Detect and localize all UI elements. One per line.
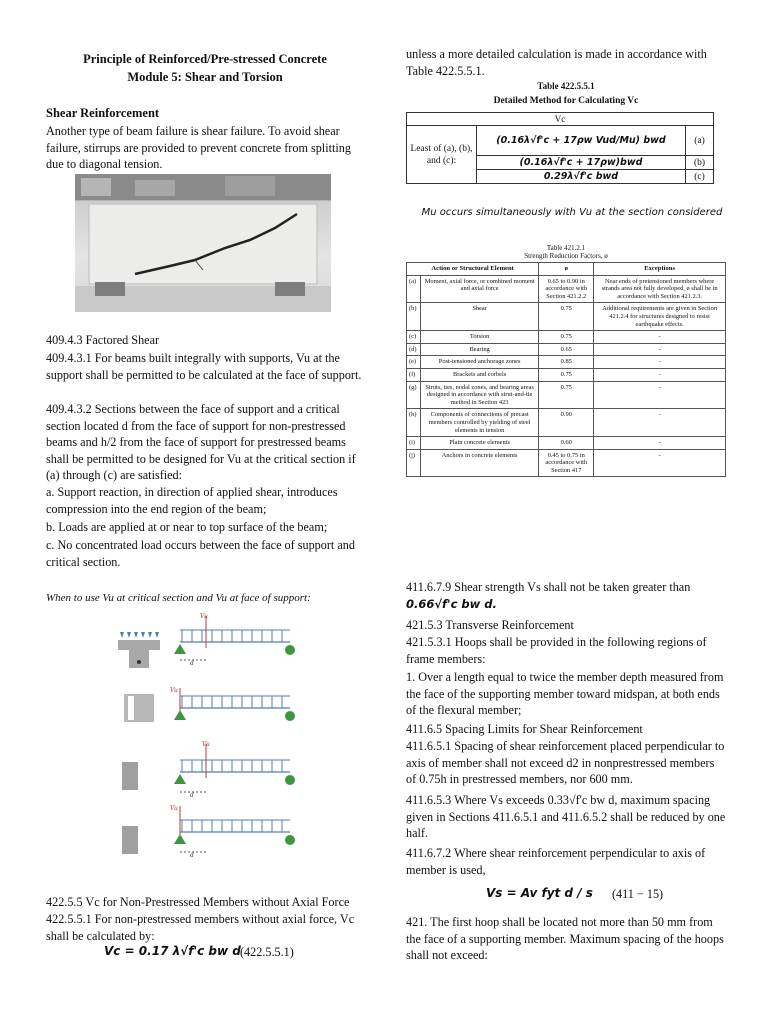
vu-label: Vu	[170, 687, 178, 694]
roller-support-icon	[285, 645, 295, 655]
row-phi: 0.60	[539, 437, 594, 450]
row-phi: 0.65 to 0.90 in accordance with Section 421.2.2	[539, 275, 594, 303]
beam-diagram-3	[180, 744, 290, 778]
para-409-4-3-1: 409.4.3.1 For beams built integrally with supports, Vu at the support shall be permitted to be calculated at the face of support.	[46, 351, 362, 382]
table1-formula-b: (0.16λ√f'c + 17ρw)bwd	[477, 156, 686, 170]
row-label: (b)	[407, 303, 421, 331]
para-421-first-hoop: 421. The first hoop shall be located not more than 50 mm from the face of a supporting member. Maximum spacing of the hoops shall not exceed:	[406, 915, 724, 963]
para-422-5-5-1: 422.5.5.1 For non-prestressed members without axial force, Vc shall be calculated by:	[46, 912, 355, 943]
table-row	[407, 381, 726, 409]
pin-support-icon	[174, 834, 186, 844]
row-element: Struts, ties, nodal zones, and bearing areas designed in accordance with strut-and-tie method in Section 423	[421, 381, 539, 409]
row-label: (h)	[407, 409, 421, 437]
para-411-6-5-3: 411.6.5.3 Where Vs exceeds 0.33√f'c bw d, maximum spacing given in Sections 411.6.5.1 and 411.6.5.2 shall be reduced by one half.	[406, 793, 726, 841]
table1-least: Least of (a), (b), and (c):	[407, 126, 477, 184]
table-row	[407, 331, 726, 344]
table1-title2: Detailed Method for Calculating Vc	[493, 96, 639, 106]
beam-diagram-1	[180, 616, 290, 648]
table-row	[407, 343, 726, 356]
row-label: (e)	[407, 356, 421, 369]
row-exception: -	[594, 437, 726, 450]
table2-title1: Table 421.2.1	[546, 244, 586, 252]
row-exception: -	[594, 381, 726, 409]
intro-paragraph: Another type of beam failure is shear failure. To avoid shear failure, stirrups are provided to prevent concrete from splitting due to diagonal tension.	[46, 124, 351, 172]
table2-header-exceptions: Exceptions	[594, 263, 726, 276]
para-421-5-3: 421.5.3 Transverse Reinforcement	[406, 618, 574, 632]
table-row	[407, 303, 726, 331]
row-phi: 0.75	[539, 331, 594, 344]
table-row	[407, 409, 726, 437]
row-label: (a)	[407, 275, 421, 303]
vu-label: Vu	[170, 805, 178, 812]
equation-vc-ref: (422.5.5.1)	[240, 945, 294, 959]
vu-label: Vu	[202, 741, 210, 748]
support-section-4	[122, 826, 138, 854]
table1-tag-c: (c)	[686, 170, 714, 184]
equation-vs-ref: (411 − 15)	[612, 887, 664, 901]
table1-tag-a: (a)	[686, 126, 714, 156]
beam-diagram-4	[180, 806, 290, 838]
section-title: Shear Reinforcement	[46, 106, 160, 120]
table-vc-detailed	[406, 112, 714, 184]
table-row	[407, 356, 726, 369]
condition-a: a. Support reaction, in direction of applied shear, introduces compression into the end region of the beam;	[46, 485, 338, 516]
roller-support-icon	[285, 775, 295, 785]
row-phi: 0.75	[539, 303, 594, 331]
roller-support-icon	[285, 711, 295, 721]
table-strength-reduction	[406, 262, 726, 477]
table2-header-action: Action or Structural Element	[407, 263, 539, 276]
d-label: d	[190, 792, 194, 799]
para-411-6-5: 411.6.5 Spacing Limits for Shear Reinforcement	[406, 722, 643, 736]
row-element: Shear	[421, 303, 539, 331]
row-exception: -	[594, 368, 726, 381]
row-label: (i)	[407, 437, 421, 450]
table1-head: Vc	[407, 113, 714, 126]
para-411-6-7-2: 411.6.7.2 Where shear reinforcement perpendicular to axis of member is used,	[406, 846, 706, 877]
row-exception: -	[594, 409, 726, 437]
condition-b: b. Loads are applied at or near to top surface of the beam;	[46, 520, 328, 534]
cracked-beam-graphic	[75, 174, 331, 312]
row-phi: 0.65	[539, 343, 594, 356]
row-label: (j)	[407, 449, 421, 477]
pin-support-icon	[174, 774, 186, 784]
row-exception: -	[594, 343, 726, 356]
vu-label: Vu	[200, 613, 208, 620]
header-line1: Principle of Reinforced/Pre-stressed Concrete	[83, 52, 327, 66]
row-exception: -	[594, 356, 726, 369]
para-409-4-3-2: 409.4.3.2 Sections between the face of support and a critical section located d from the face of support for non-prestressed beams and h/2 from the face of support for prestressed beams shall be permitted to be designed for Vu at the critical section if (a) through (c) are satisfied:	[46, 402, 356, 483]
para-409-4-3: 409.4.3 Factored Shear	[46, 333, 160, 347]
row-phi: 0.75	[539, 381, 594, 409]
table1-title1: Table 422.5.5.1	[537, 81, 595, 91]
roller-support-icon	[285, 835, 295, 845]
row-phi: 0.75	[539, 368, 594, 381]
row-exception: -	[594, 449, 726, 477]
row-phi: 0.45 to 0.75 in accordance with Section 417	[539, 449, 594, 477]
row-element: Plain concrete elements	[421, 437, 539, 450]
table1-formula-c: 0.29λ√f'c bwd	[477, 170, 686, 184]
row-exception: Near ends of pretensioned members where strands area not fully developed, ø shall be in accordance with Section 421.2.3.	[594, 275, 726, 303]
equation-vs-limit: 0.66√f'c bw d.	[406, 597, 497, 611]
row-exception: -	[594, 331, 726, 344]
para-hoop-region-1: 1. Over a length equal to twice the member depth measured from the face of the supporting member toward midspan, at both ends of the flexural member;	[406, 670, 724, 718]
table-row	[407, 449, 726, 477]
table2-header-phi: ø	[539, 263, 594, 276]
row-element: Torsion	[421, 331, 539, 344]
row-label: (c)	[407, 331, 421, 344]
table-row	[407, 275, 726, 303]
row-phi: 0.90	[539, 409, 594, 437]
row-label: (f)	[407, 368, 421, 381]
d-label: d	[190, 852, 194, 859]
pin-support-icon	[174, 710, 186, 720]
table1-formula-a: (0.16λ√f'c + 17ρw Vud/Mu) bwd	[477, 126, 686, 156]
pin-support-icon	[174, 644, 186, 654]
table2-title2: Strength Reduction Factors, ø	[524, 252, 608, 260]
row-phi: 0.85	[539, 356, 594, 369]
support-section-3	[122, 762, 138, 790]
figure-caption: When to use Vu at critical section and Vu at face of support:	[46, 592, 311, 604]
table-row	[407, 437, 726, 450]
row-element: Anchors in concrete elements	[421, 449, 539, 477]
para-411-6-5-1: 411.6.5.1 Spacing of shear reinforcement placed perpendicular to axis of member shall not exceed d2 in nonprestressed members of 0.75h in prestressed members, nor 600 mm.	[406, 739, 725, 787]
support-section-1	[118, 632, 160, 668]
support-diagrams	[110, 612, 310, 874]
d-label: d	[190, 660, 194, 667]
row-element: Moment, axial force, or combined moment and axial force	[421, 275, 539, 303]
beam-test-photo	[75, 174, 331, 312]
table1-tag-b: (b)	[686, 156, 714, 170]
row-element: Bearing	[421, 343, 539, 356]
row-label: (g)	[407, 381, 421, 409]
table1-note: Mu occurs simultaneously with Vu at the section considered	[421, 207, 723, 218]
equation-vc: Vc = 0.17 λ√f'c bw d	[104, 944, 241, 958]
row-exception: Additional requirements are given in Section 421.2.4 for structures designed to resist earthquake effects.	[594, 303, 726, 331]
right-intro: unless a more detailed calculation is made in accordance with Table 422.5.5.1.	[406, 47, 707, 78]
row-element: Components of connections of precast members controlled by yielding of steel elements in tension	[421, 409, 539, 437]
header-line2: Module 5: Shear and Torsion	[127, 70, 283, 84]
para-411-6-7-9: 411.6.7.9 Shear strength Vs shall not be taken greater than	[406, 580, 691, 594]
condition-c: c. No concentrated load occurs between the face of support and critical section.	[46, 538, 355, 569]
row-element: Post-tensioned anchorage zones	[421, 356, 539, 369]
para-421-5-3-1: 421.5.3.1 Hoops shall be provided in the following regions of frame members:	[406, 635, 707, 666]
equation-vs: Vs = Av fyt d / s	[486, 886, 593, 900]
beam-diagram-2	[180, 688, 290, 712]
row-label: (d)	[407, 343, 421, 356]
table-row	[407, 368, 726, 381]
row-element: Brackets and corbels	[421, 368, 539, 381]
para-422-5-5: 422.5.5 Vc for Non-Prestressed Members without Axial Force	[46, 895, 350, 909]
